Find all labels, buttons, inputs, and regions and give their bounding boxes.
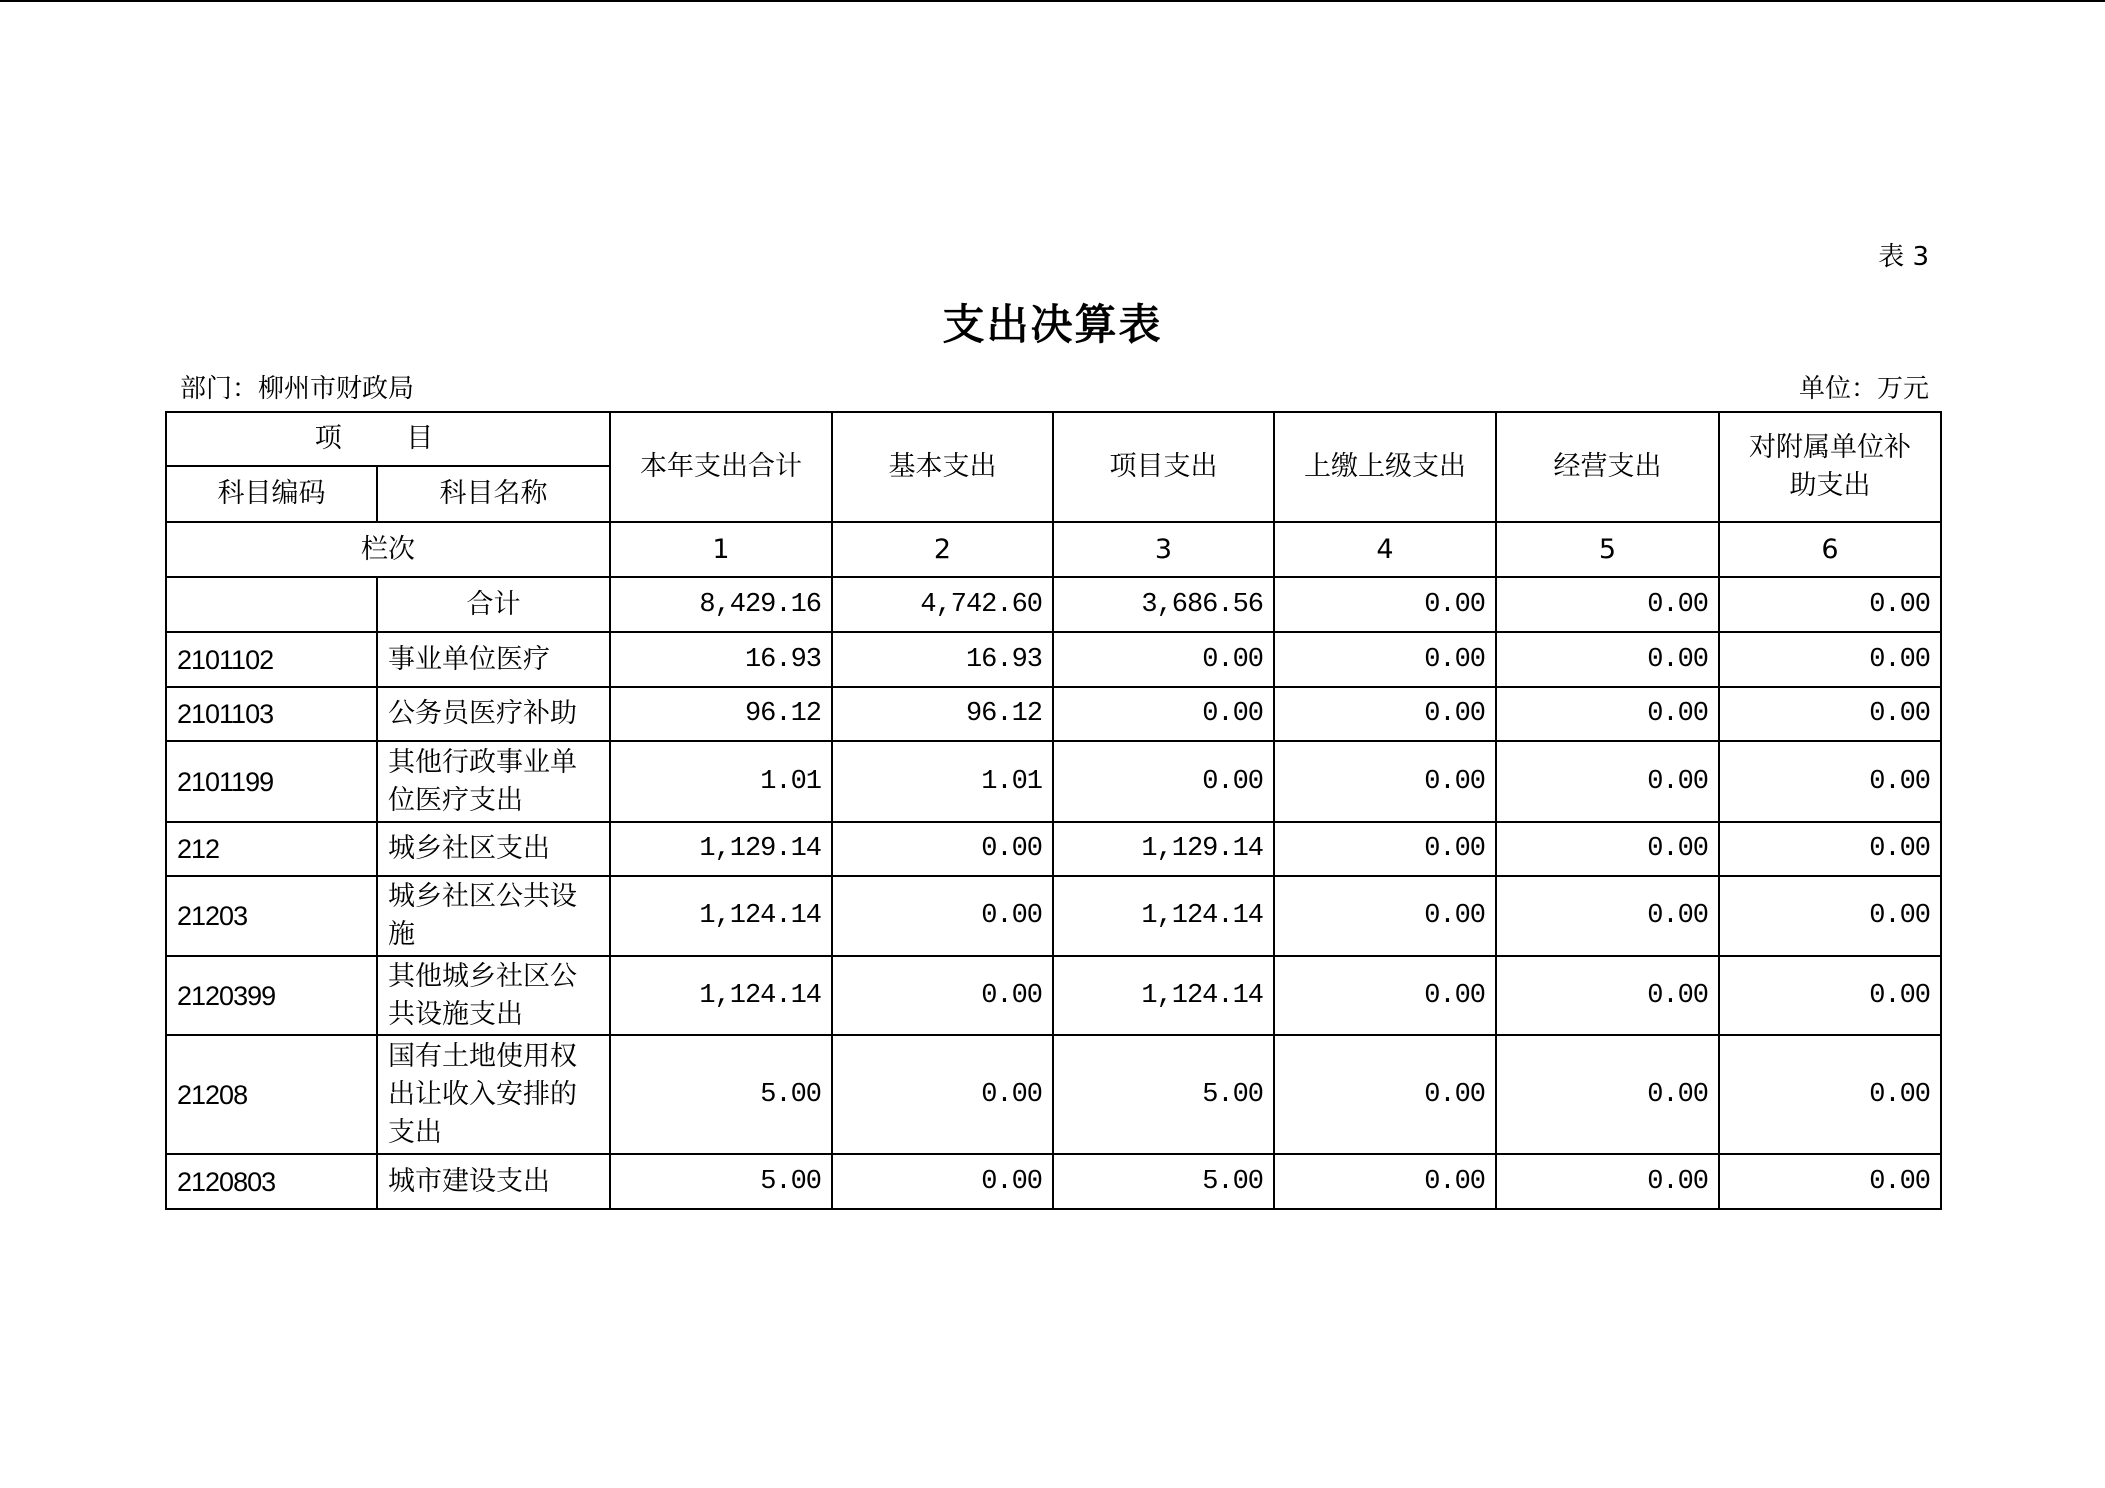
total-label: 合计 bbox=[377, 577, 610, 632]
value-cell: 0.00 bbox=[832, 1035, 1053, 1154]
column-index-row bbox=[166, 522, 1941, 577]
value-cell: 96.12 bbox=[832, 687, 1053, 741]
subject-code: 2101199 bbox=[166, 741, 377, 822]
value-cell: 16.93 bbox=[832, 632, 1053, 687]
subject-name: 城市建设支出 bbox=[377, 1154, 610, 1209]
value-cell: 96.12 bbox=[610, 687, 832, 741]
value-cell: 0.00 bbox=[1719, 632, 1941, 687]
subject-code: 2120399 bbox=[166, 956, 377, 1035]
value-cell: 1,124.14 bbox=[1053, 956, 1274, 1035]
value-cell: 0.00 bbox=[1274, 632, 1496, 687]
unit-label: 单位：万元 bbox=[1798, 374, 1929, 404]
value-cell: 0.00 bbox=[1274, 687, 1496, 741]
total-value: 0.00 bbox=[1274, 577, 1496, 632]
value-cell: 0.00 bbox=[1496, 876, 1719, 956]
column-index: 6 bbox=[1719, 522, 1941, 577]
column-index: 1 bbox=[610, 522, 832, 577]
value-cell: 0.00 bbox=[832, 822, 1053, 876]
column-index: 3 bbox=[1053, 522, 1274, 577]
header-name: 科目名称 bbox=[377, 466, 610, 522]
subject-name: 公务员医疗补助 bbox=[377, 687, 610, 741]
value-cell: 0.00 bbox=[1719, 1154, 1941, 1209]
header-col-operating: 经营支出 bbox=[1496, 412, 1719, 522]
header-col-remit-superior: 上缴上级支出 bbox=[1274, 412, 1496, 522]
header-code: 科目编码 bbox=[166, 466, 377, 522]
value-cell: 1,129.14 bbox=[1053, 822, 1274, 876]
value-cell: 0.00 bbox=[1496, 822, 1719, 876]
value-cell: 1.01 bbox=[610, 741, 832, 822]
table-row bbox=[166, 956, 1941, 1035]
value-cell: 5.00 bbox=[1053, 1154, 1274, 1209]
value-cell: 0.00 bbox=[1496, 687, 1719, 741]
header-col-total: 本年支出合计 bbox=[610, 412, 832, 522]
table-row bbox=[166, 1154, 1941, 1209]
page-title: 支出决算表 bbox=[942, 300, 1163, 349]
subject-code: 21203 bbox=[166, 876, 377, 956]
value-cell: 1,124.14 bbox=[610, 956, 832, 1035]
value-cell: 0.00 bbox=[1274, 1154, 1496, 1209]
total-value: 0.00 bbox=[1719, 577, 1941, 632]
table-row bbox=[166, 741, 1941, 822]
value-cell: 1,124.14 bbox=[610, 876, 832, 956]
value-cell: 0.00 bbox=[1496, 1035, 1719, 1154]
value-cell: 16.93 bbox=[610, 632, 832, 687]
subject-code: 2101102 bbox=[166, 632, 377, 687]
subject-code: 2101103 bbox=[166, 687, 377, 741]
value-cell: 1,124.14 bbox=[1053, 876, 1274, 956]
value-cell: 0.00 bbox=[1719, 822, 1941, 876]
value-cell: 0.00 bbox=[1053, 632, 1274, 687]
table-row bbox=[166, 876, 1941, 956]
value-cell: 0.00 bbox=[1719, 1035, 1941, 1154]
value-cell: 0.00 bbox=[1274, 741, 1496, 822]
value-cell: 0.00 bbox=[1719, 741, 1941, 822]
table-row bbox=[166, 1035, 1941, 1154]
total-value: 0.00 bbox=[1496, 577, 1719, 632]
value-cell: 0.00 bbox=[1274, 1035, 1496, 1154]
column-index-label: 栏次 bbox=[166, 522, 610, 577]
header-item-group: 项 目 bbox=[166, 412, 610, 466]
value-cell: 0.00 bbox=[1719, 956, 1941, 1035]
value-cell: 0.00 bbox=[832, 1154, 1053, 1209]
value-cell: 5.00 bbox=[610, 1154, 832, 1209]
table-row bbox=[166, 822, 1941, 876]
value-cell: 0.00 bbox=[1274, 956, 1496, 1035]
value-cell: 0.00 bbox=[832, 956, 1053, 1035]
value-cell: 0.00 bbox=[1496, 741, 1719, 822]
header-col-basic: 基本支出 bbox=[832, 412, 1053, 522]
header-col-project: 项目支出 bbox=[1053, 412, 1274, 522]
subject-code: 212 bbox=[166, 822, 377, 876]
column-index: 2 bbox=[832, 522, 1053, 577]
value-cell: 0.00 bbox=[1274, 876, 1496, 956]
value-cell: 1.01 bbox=[832, 741, 1053, 822]
table-number: 表 3 bbox=[1878, 242, 1929, 272]
value-cell: 0.00 bbox=[1719, 876, 1941, 956]
column-index: 4 bbox=[1274, 522, 1496, 577]
value-cell: 0.00 bbox=[1496, 956, 1719, 1035]
subject-name: 城乡社区支出 bbox=[377, 822, 610, 876]
value-cell: 0.00 bbox=[1496, 1154, 1719, 1209]
top-border-rule bbox=[0, 0, 2105, 2]
column-index: 5 bbox=[1496, 522, 1719, 577]
total-value: 3,686.56 bbox=[1053, 577, 1274, 632]
total-code-cell bbox=[166, 577, 377, 632]
expenditure-table bbox=[165, 411, 1942, 1210]
subject-code: 21208 bbox=[166, 1035, 377, 1154]
total-value: 8,429.16 bbox=[610, 577, 832, 632]
total-row bbox=[166, 577, 1941, 632]
subject-name: 国有土地使用权出让收入安排的支出 bbox=[377, 1035, 610, 1154]
header-row-1 bbox=[166, 412, 1941, 466]
subject-name: 其他行政事业单位医疗支出 bbox=[377, 741, 610, 822]
value-cell: 5.00 bbox=[610, 1035, 832, 1154]
department-label: 部门：柳州市财政局 bbox=[180, 374, 415, 404]
value-cell: 0.00 bbox=[1053, 741, 1274, 822]
subject-name: 事业单位医疗 bbox=[377, 632, 610, 687]
value-cell: 5.00 bbox=[1053, 1035, 1274, 1154]
value-cell: 0.00 bbox=[1274, 822, 1496, 876]
subject-name: 其他城乡社区公共设施支出 bbox=[377, 956, 610, 1035]
value-cell: 1,129.14 bbox=[610, 822, 832, 876]
value-cell: 0.00 bbox=[1053, 687, 1274, 741]
value-cell: 0.00 bbox=[1719, 687, 1941, 741]
table-row bbox=[166, 687, 1941, 741]
table-row bbox=[166, 632, 1941, 687]
value-cell: 0.00 bbox=[832, 876, 1053, 956]
value-cell: 0.00 bbox=[1496, 632, 1719, 687]
total-value: 4,742.60 bbox=[832, 577, 1053, 632]
subject-name: 城乡社区公共设施 bbox=[377, 876, 610, 956]
subject-code: 2120803 bbox=[166, 1154, 377, 1209]
header-col-subsidy: 对附属单位补助支出 bbox=[1719, 412, 1941, 522]
